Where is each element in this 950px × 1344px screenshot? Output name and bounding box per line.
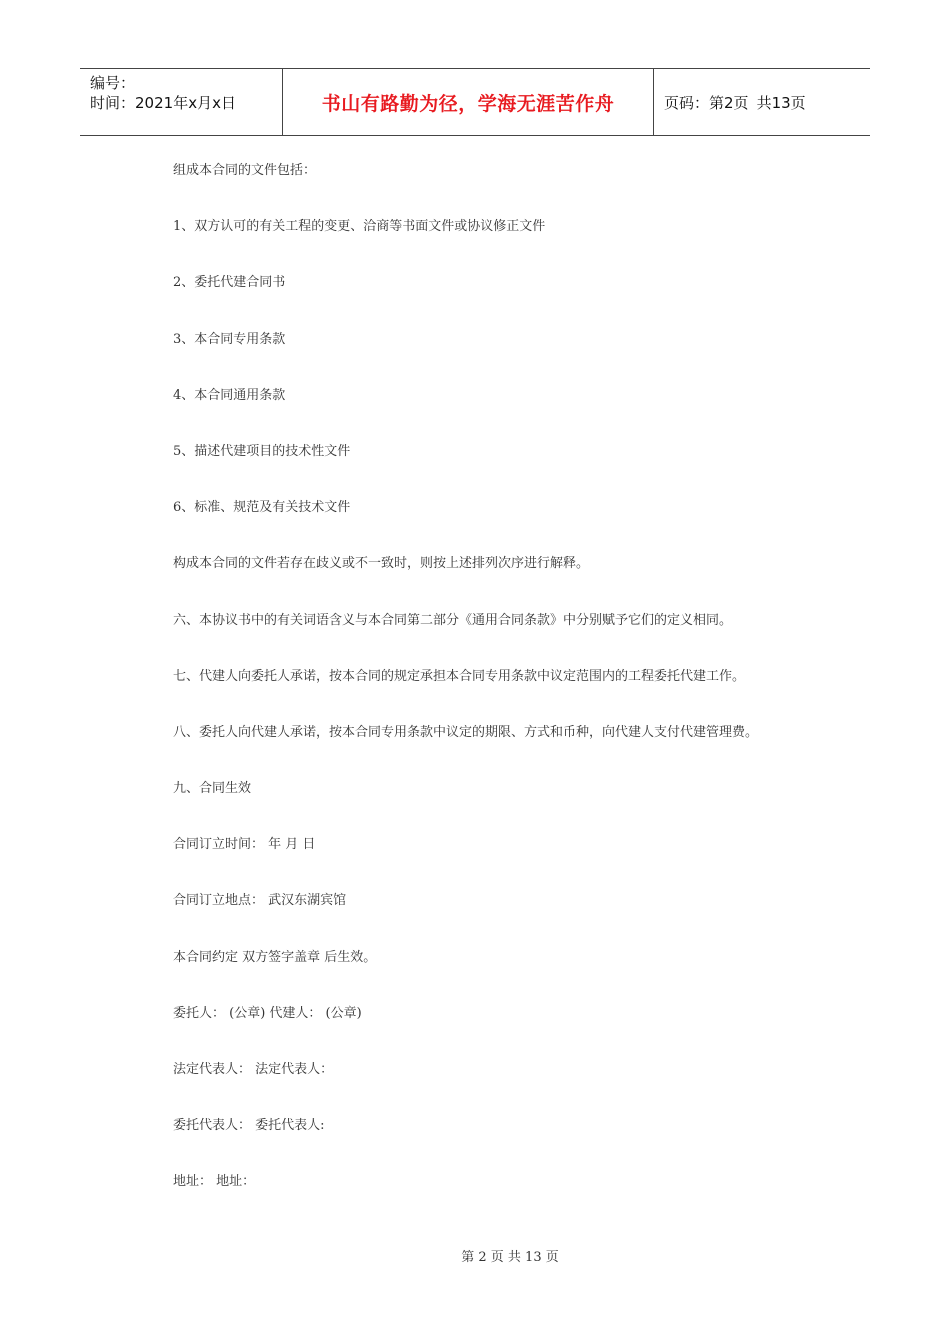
- list-item: 3、本合同专用条款: [173, 331, 286, 347]
- seal-line: 委托人： (公章) 代建人： (公章): [173, 1005, 362, 1021]
- signing-date-line: 合同订立时间： 年 月 日: [173, 837, 316, 853]
- list-item: 2、委托代建合同书: [173, 275, 286, 291]
- time-line: [90, 93, 282, 113]
- header-motto-cell: [282, 69, 654, 135]
- clause-seven: 七、代建人向委托人承诺，按本合同的规定承担本合同专用条款中议定范围内的工程委托代建工作。: [173, 668, 746, 684]
- document-header: [80, 68, 870, 136]
- legal-rep-line: 法定代表人： 法定代表人：: [173, 1062, 334, 1077]
- address-line: 地址： 地址：: [173, 1174, 256, 1190]
- document-body: [173, 160, 853, 1228]
- paragraph: 组成本合同的文件包括：: [173, 163, 317, 178]
- list-item: 5、描述代建项目的技术性文件: [173, 443, 351, 459]
- authorized-rep-line: 委托代表人： 委托代表人:: [173, 1118, 325, 1134]
- header-motto: 书山有路勤为径，学海无涯苦作舟: [321, 92, 615, 115]
- header-page-cell: [654, 69, 870, 135]
- list-item: 6、标准、规范及有关技术文件: [173, 500, 351, 516]
- list-item: 4、本合同通用条款: [173, 387, 286, 403]
- clause-six: 六、本协议书中的有关词语含义与本合同第二部分《通用合同条款》中分别赋予它们的定义相同。: [173, 612, 733, 628]
- signing-place-line: 合同订立地点： 武汉东湖宾馆: [173, 893, 347, 909]
- number-label: 编号：: [90, 74, 136, 92]
- list-item: 1、双方认可的有关工程的变更、洽商等书面文件或协议修正文件: [173, 219, 546, 235]
- time-label: 时间：: [90, 94, 136, 112]
- clause-nine: 九、合同生效: [173, 781, 252, 797]
- page-total: 共13页: [756, 93, 806, 112]
- paragraph: 构成本合同的文件若存在歧义或不一致时，则按上述排列次序进行解释。: [173, 556, 590, 572]
- page-current: 第2页: [709, 93, 749, 112]
- effective-line: 本合同约定 双方签字盖章 后生效。: [173, 949, 377, 965]
- clause-eight: 八、委托人向代建人承诺，按本合同专用条款中议定的期限、方式和币种，向代建人支付代建管理费。: [173, 724, 759, 740]
- page-footer: 第 2 页 共 13 页: [461, 1250, 559, 1265]
- header-meta-cell: [80, 69, 282, 135]
- page-label: 页码：: [664, 93, 710, 112]
- time-value: 2021年x月x日: [135, 94, 236, 112]
